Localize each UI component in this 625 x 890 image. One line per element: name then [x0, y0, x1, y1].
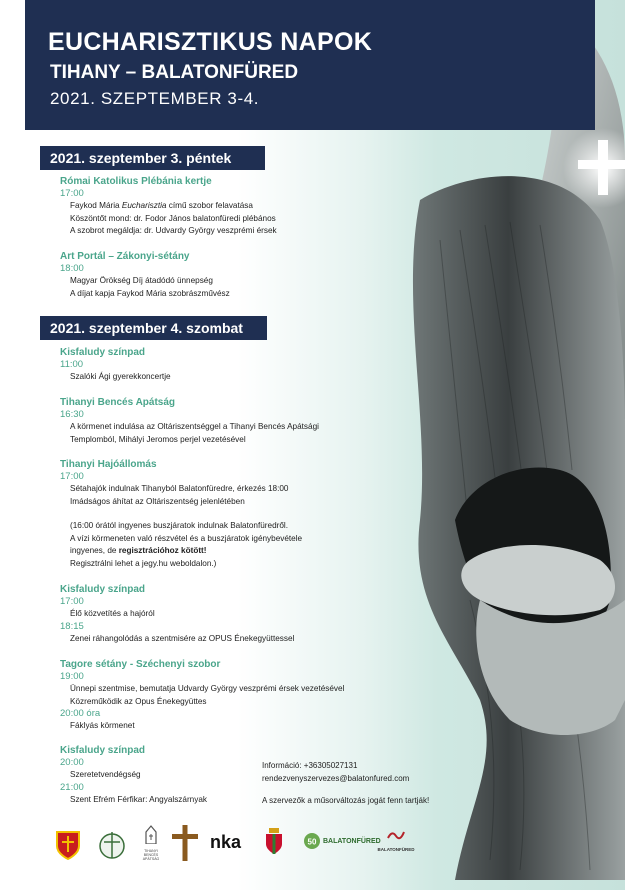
event-line: Köszöntőt mond: dr. Fodor János balatonfüredi plébános	[70, 213, 276, 223]
event-note-text: ingyenes, de	[70, 546, 119, 555]
svg-text:50: 50	[307, 837, 317, 847]
event-date: 2021. SZEPTEMBER 3-4.	[50, 89, 260, 108]
event-block	[60, 458, 420, 570]
event-time: 17:00	[60, 471, 84, 482]
event-time: 19:00	[60, 671, 84, 682]
event-line: Szalóki Ági gyerekkoncertje	[70, 372, 171, 381]
event-line: Faykod Mária Eucharisztia című szobor felavatása	[70, 201, 253, 210]
registration-required: regisztrációhoz kötött!	[118, 546, 207, 555]
event-line: Magyar Örökség Díj átadódó ünnepség	[70, 276, 213, 285]
event-note: A vízi körmeneten való részvétel és a buszjáratok igénybevétele	[70, 533, 303, 543]
page-title: EUCHARISZTIKUS NAPOK	[48, 28, 373, 56]
event-venue: Kisfaludy színpad	[60, 347, 146, 358]
event-block	[60, 175, 420, 238]
event-time: 11:00	[60, 359, 84, 370]
sponsor-logos	[0, 820, 625, 870]
event-time: 18:00	[60, 263, 84, 274]
event-venue: Tagore sétány - Széchenyi szobor	[60, 659, 221, 670]
archdiocese-logo-icon	[98, 828, 126, 860]
abbey-icon	[143, 824, 159, 844]
info-email[interactable]: rendezvenyszervezes@balatonfured.com	[262, 774, 410, 783]
event-line: Szeretetvendégség	[70, 770, 141, 779]
event-note: (16:00 órától ingyenes buszjáratok indulnak Balatonfüredről.	[70, 521, 289, 530]
event-line: Ünnepi szentmise, bemutatja Udvardy György veszprémi érsek vezetésével	[70, 684, 345, 693]
nka-logo: nka	[210, 832, 242, 852]
event-time: 18:15	[60, 620, 84, 632]
event-venue: Kisfaludy színpad	[60, 745, 146, 756]
event-block	[60, 250, 420, 300]
event-time: 17:00	[60, 596, 84, 607]
event-block	[60, 658, 420, 733]
event-block	[60, 346, 420, 384]
info-disclaimer: A szervezők a műsorváltozás jogát fenn tartják!	[262, 796, 430, 805]
event-line: Fáklyás körmenet	[70, 721, 135, 730]
day-heading-friday: 2021. szeptember 3. péntek	[40, 146, 265, 170]
city-wave-icon	[387, 828, 405, 842]
town-coat-of-arms-icon	[55, 830, 81, 860]
balatonfured-50-logo	[303, 832, 381, 850]
city-logo-text: BALATONFÜRED	[377, 847, 415, 852]
event-venue: Art Portál – Zákonyi-sétány	[60, 251, 190, 262]
page-subtitle: TIHANY – BALATONFÜRED	[50, 62, 299, 83]
event-venue: Római Katolikus Plébánia kertje	[60, 176, 212, 187]
event-note	[60, 545, 420, 558]
event-line: A díjat kapja Faykod Mária szobrászművész	[70, 288, 230, 298]
event-time: 20:00	[60, 757, 84, 768]
balatonfured-50-text: BALATONFÜRED	[323, 837, 381, 845]
event-line: Imádságos áhítat az Oltáriszentség jelenlétében	[70, 496, 245, 506]
event-line: A szobrot megáldja: dr. Udvardy György veszprémi érsek	[70, 226, 277, 235]
event-time: 16:30	[60, 409, 84, 420]
event-line: Zenei ráhangolódás a szentmisére az OPUS Énekegyüttessel	[70, 633, 295, 643]
event-line: A körmenet indulása az Oltáriszentséggel a Tihanyi Bencés Apátsági	[70, 422, 319, 431]
event-time: 17:00	[60, 188, 84, 199]
event-time: 21:00	[60, 781, 84, 793]
event-line: Templomból, Mihályi Jeromos perjel vezetésével	[70, 434, 246, 444]
abbey-logo-text: TIHANYI BENCÉS APÁTSÁG	[142, 849, 160, 861]
event-line: Szent Efrém Férfikar: Angyalszárnyak	[70, 794, 207, 804]
info-phone: Információ: +36305027131	[262, 761, 358, 770]
event-note: Regisztrálni lehet a jegy.hu weboldalon.)	[70, 558, 217, 568]
event-line: Közreműködik az Opus Énekegyüttes	[70, 696, 207, 706]
event-venue: Kisfaludy színpad	[60, 584, 146, 595]
event-time: 20:00 óra	[60, 708, 101, 719]
government-crest-icon	[263, 826, 285, 856]
event-line: Sétahajók indulnak Tihanyból Balatonfüredre, érkezés 18:00	[70, 484, 289, 493]
tihany-abbey-logo	[142, 824, 160, 861]
event-venue: Tihanyi Bencés Apátság	[60, 397, 176, 408]
event-venue: Tihanyi Hajóállomás	[60, 459, 157, 470]
day-heading-saturday: 2021. szeptember 4. szombat	[40, 316, 267, 340]
event-line: Élő közvetítés a hajóról	[70, 609, 155, 618]
balatonfured-city-logo	[374, 828, 418, 852]
event-block	[60, 396, 420, 446]
event-block	[60, 583, 420, 645]
fifty-badge-icon	[303, 832, 321, 850]
cross-logo-icon	[172, 825, 198, 861]
